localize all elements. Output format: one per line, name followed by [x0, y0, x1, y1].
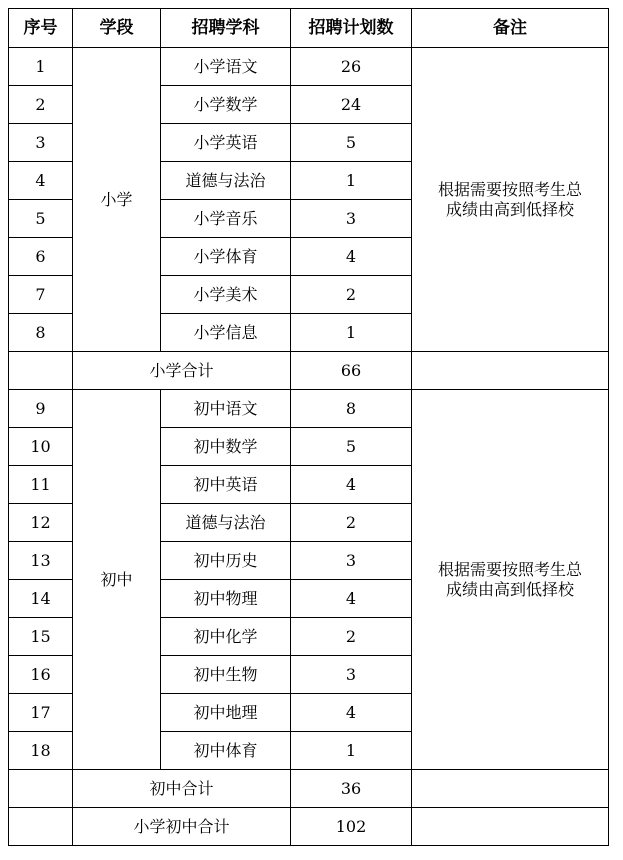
remark-primary-line1: 根据需要按照考生总 [437, 179, 582, 199]
subtotal-junior-value: 36 [291, 770, 412, 808]
header-row [9, 9, 609, 48]
row-index: 4 [9, 162, 73, 200]
row-plan: 4 [291, 466, 412, 504]
row-subject: 初中语文 [161, 390, 291, 428]
row-plan: 4 [291, 694, 412, 732]
row-subject: 小学音乐 [161, 200, 291, 238]
remark-primary [412, 48, 609, 352]
grand-total-value: 102 [291, 808, 412, 846]
subtotal-row-primary [9, 352, 609, 390]
table-row [9, 390, 609, 428]
row-index: 16 [9, 656, 73, 694]
row-subject: 道德与法治 [161, 504, 291, 542]
row-subject: 初中英语 [161, 466, 291, 504]
row-index: 6 [9, 238, 73, 276]
stage-junior: 初中 [73, 390, 161, 770]
row-index: 2 [9, 86, 73, 124]
row-plan: 1 [291, 732, 412, 770]
grand-total-remark-blank [412, 808, 609, 846]
row-subject: 初中历史 [161, 542, 291, 580]
row-index: 9 [9, 390, 73, 428]
row-subject: 小学英语 [161, 124, 291, 162]
row-plan: 4 [291, 238, 412, 276]
row-index: 14 [9, 580, 73, 618]
row-subject: 初中化学 [161, 618, 291, 656]
row-plan: 24 [291, 86, 412, 124]
row-subject: 小学美术 [161, 276, 291, 314]
row-subject: 初中数学 [161, 428, 291, 466]
remark-junior [412, 390, 609, 770]
header-index: 序号 [9, 9, 73, 48]
recruitment-plan-table [8, 8, 609, 846]
row-plan: 5 [291, 428, 412, 466]
header-stage: 学段 [73, 9, 161, 48]
row-index: 15 [9, 618, 73, 656]
header-remark: 备注 [412, 9, 609, 48]
row-plan: 8 [291, 390, 412, 428]
row-index: 1 [9, 48, 73, 86]
row-plan: 1 [291, 314, 412, 352]
row-plan: 2 [291, 504, 412, 542]
row-plan: 26 [291, 48, 412, 86]
row-plan: 3 [291, 542, 412, 580]
subtotal-index-blank [9, 770, 73, 808]
row-subject: 小学语文 [161, 48, 291, 86]
subtotal-remark-blank [412, 352, 609, 390]
row-subject: 初中物理 [161, 580, 291, 618]
table-row [9, 48, 609, 86]
row-subject: 初中体育 [161, 732, 291, 770]
row-plan: 3 [291, 200, 412, 238]
subtotal-row-junior [9, 770, 609, 808]
row-index: 12 [9, 504, 73, 542]
subtotal-primary-value: 66 [291, 352, 412, 390]
subtotal-remark-blank [412, 770, 609, 808]
grand-total-row [9, 808, 609, 846]
row-plan: 2 [291, 276, 412, 314]
header-plan: 招聘计划数 [291, 9, 412, 48]
row-index: 13 [9, 542, 73, 580]
row-index: 3 [9, 124, 73, 162]
row-plan: 2 [291, 618, 412, 656]
row-index: 17 [9, 694, 73, 732]
row-index: 10 [9, 428, 73, 466]
row-subject: 初中地理 [161, 694, 291, 732]
remark-primary-line2: 成绩由高到低择校 [445, 199, 574, 219]
subtotal-junior-label: 初中合计 [73, 770, 291, 808]
grand-total-label: 小学初中合计 [73, 808, 291, 846]
remark-junior-line2: 成绩由高到低择校 [445, 579, 574, 599]
row-index: 18 [9, 732, 73, 770]
row-subject: 小学信息 [161, 314, 291, 352]
row-index: 8 [9, 314, 73, 352]
header-subject: 招聘学科 [161, 9, 291, 48]
row-plan: 4 [291, 580, 412, 618]
row-plan: 3 [291, 656, 412, 694]
row-subject: 初中生物 [161, 656, 291, 694]
row-index: 11 [9, 466, 73, 504]
grand-total-index-blank [9, 808, 73, 846]
subtotal-index-blank [9, 352, 73, 390]
row-subject: 道德与法治 [161, 162, 291, 200]
stage-primary: 小学 [73, 48, 161, 352]
row-plan: 5 [291, 124, 412, 162]
subtotal-primary-label: 小学合计 [73, 352, 291, 390]
row-subject: 小学体育 [161, 238, 291, 276]
row-index: 5 [9, 200, 73, 238]
row-plan: 1 [291, 162, 412, 200]
remark-junior-line1: 根据需要按照考生总 [437, 559, 582, 579]
row-subject: 小学数学 [161, 86, 291, 124]
row-index: 7 [9, 276, 73, 314]
